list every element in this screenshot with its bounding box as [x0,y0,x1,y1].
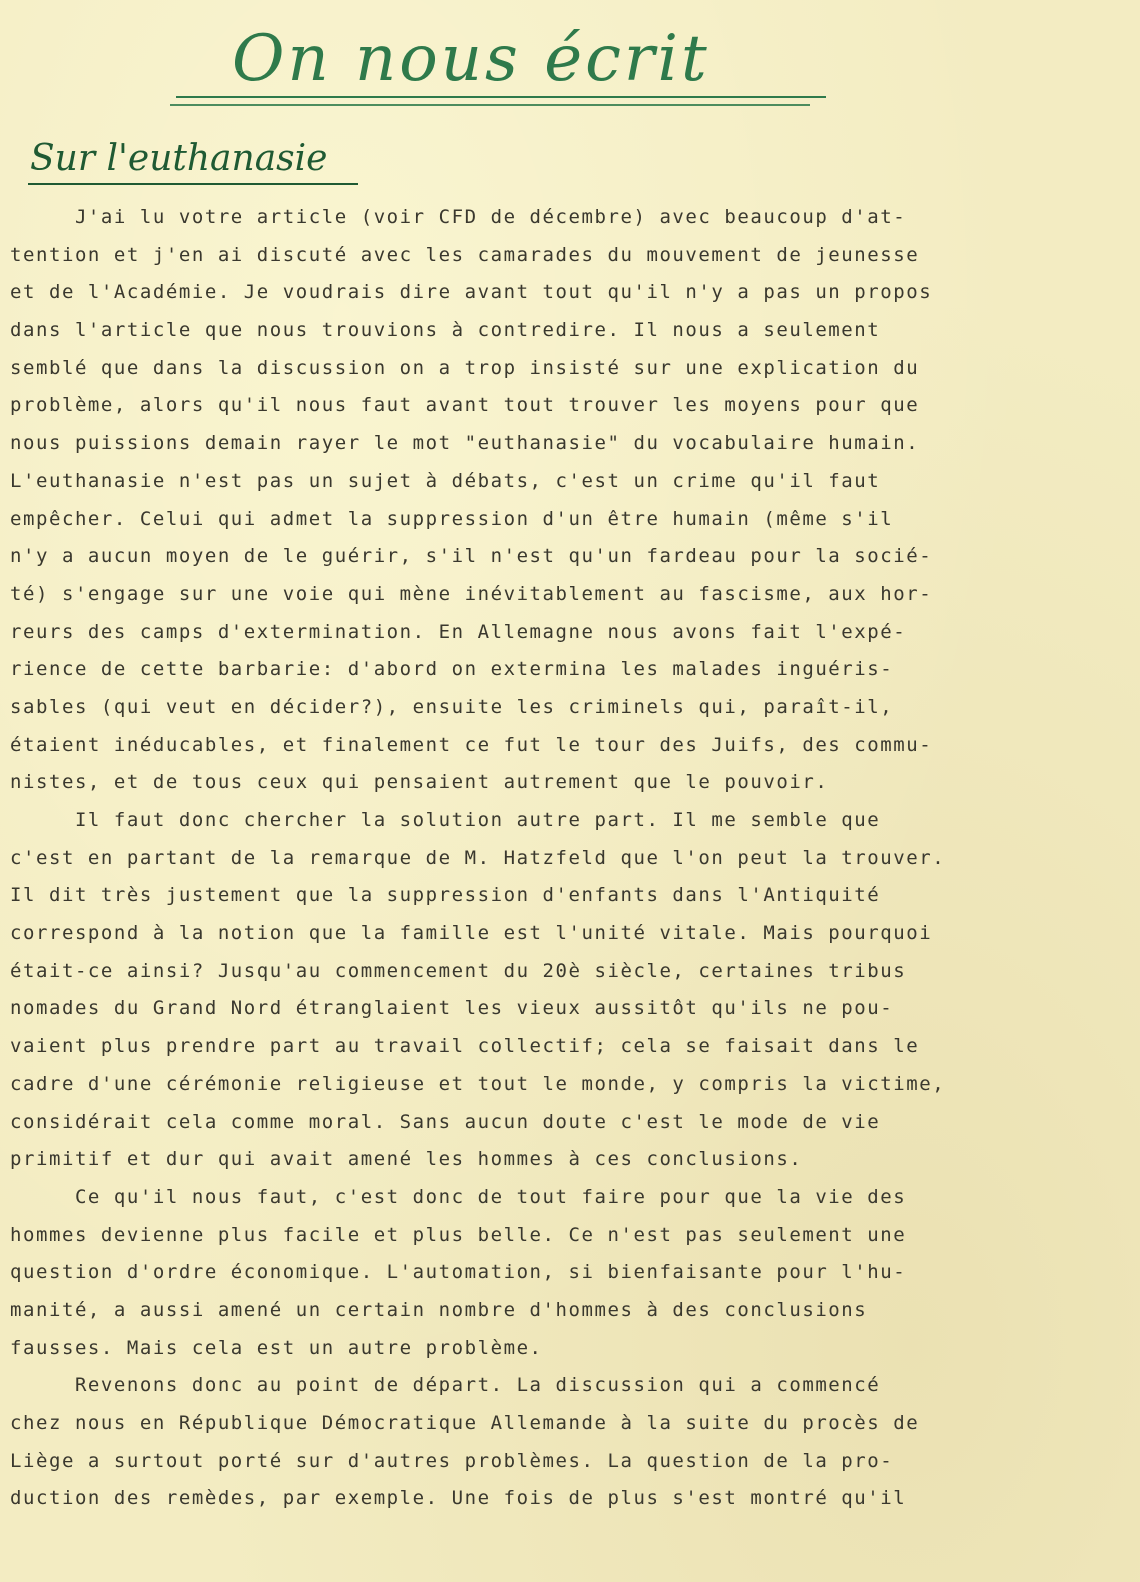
text-line: Il faut donc chercher la solution autre part. Il me semble que [10,809,881,831]
text-line: nomades du Grand Nord étranglaient les vieux aussitôt qu'ils ne pou- [10,997,894,1020]
text-line: Il dit très justement que la suppression d'enfants dans l'Antiquité [10,884,881,907]
text-line: considérait cela comme moral. Sans aucun doute c'est le mode de vie [10,1110,881,1133]
text-line: dans l'article que nous trouvions à contredire. Il nous a seulement [10,319,881,342]
text-line: duction des remèdes, par exemple. Une fois de plus s'est montré qu'il [10,1487,907,1510]
text-line: étaient inéducables, et finalement ce fut le tour des Juifs, des commu- [10,733,933,756]
text-line: vaient plus prendre part au travail collectif; cela se faisait dans le [10,1035,920,1058]
text-line: hommes devienne plus facile et plus belle. Ce n'est pas seulement une [10,1223,907,1246]
text-line: nous puissions demain rayer le mot "euthanasie" du vocabulaire humain. [10,432,920,455]
text-line: fausses. Mais cela est un autre problème. [10,1336,543,1359]
text-line: rience de cette barbarie: d'abord on extermina les malades inguéris- [10,658,894,681]
text-line: té) s'engage sur une voie qui mène inévitablement au fascisme, aux hor- [10,582,933,605]
article-body [10,199,1130,1518]
heading-underline [176,96,826,98]
text-line: Revenons donc au point de départ. La discussion qui a commencé [10,1374,881,1397]
text-line: problème, alors qu'il nous faut avant tout trouver les moyens pour que [10,394,920,417]
page-heading: On nous écrit [232,22,710,96]
text-line: n'y a aucun moyen de le guérir, s'il n'est qu'un fardeau pour la socié- [10,545,933,568]
heading-underline-secondary [170,104,810,106]
text-line: Liège a surtout porté sur d'autres problèmes. La question de la pro- [10,1449,894,1472]
text-line: empêcher. Celui qui admet la suppression d'un être humain (même s'il [10,507,894,530]
text-line: question d'ordre économique. L'automation, si bienfaisante pour l'hu- [10,1261,907,1284]
text-line: et de l'Académie. Je voudrais dire avant tout qu'il n'y a pas un propos [10,281,933,304]
text-line: correspond à la notion que la famille est l'unité vitale. Mais pourquoi [10,922,933,945]
text-line: tention et j'en ai discuté avec les camarades du mouvement de jeunesse [10,243,920,266]
article-title-underline [28,183,358,185]
text-line: c'est en partant de la remarque de M. Hatzfeld que l'on peut la trouver. [10,846,946,869]
text-line: manité, a aussi amené un certain nombre d'hommes à des conclusions [10,1298,868,1321]
text-line: était-ce ainsi? Jusqu'au commencement du 20è siècle, certaines tribus [10,959,907,982]
text-line: Ce qu'il nous faut, c'est donc de tout faire pour que la vie des [10,1185,907,1208]
text-line: sables (qui veut en décider?), ensuite les criminels qui, paraît-il, [10,695,894,718]
text-line: reurs des camps d'extermination. En Allemagne nous avons fait l'expé- [10,620,907,643]
article-title: Sur l'euthanasie [30,138,328,179]
text-line: cadre d'une cérémonie religieuse et tout le monde, y compris la victime, [10,1072,946,1095]
text-line: J'ai lu votre article (voir CFD de décembre) avec beaucoup d'at- [10,206,907,228]
text-line: semblé que dans la discussion on a trop insisté sur une explication du [10,356,920,379]
text-line: nistes, et de tous ceux qui pensaient autrement que le pouvoir. [10,771,829,794]
text-line: chez nous en République Démocratique Allemande à la suite du procès de [10,1412,920,1434]
text-line: primitif et dur qui avait amené les hommes à ces conclusions. [10,1148,803,1171]
text-line: L'euthanasie n'est pas un sujet à débats, c'est un crime qu'il faut [10,469,881,492]
